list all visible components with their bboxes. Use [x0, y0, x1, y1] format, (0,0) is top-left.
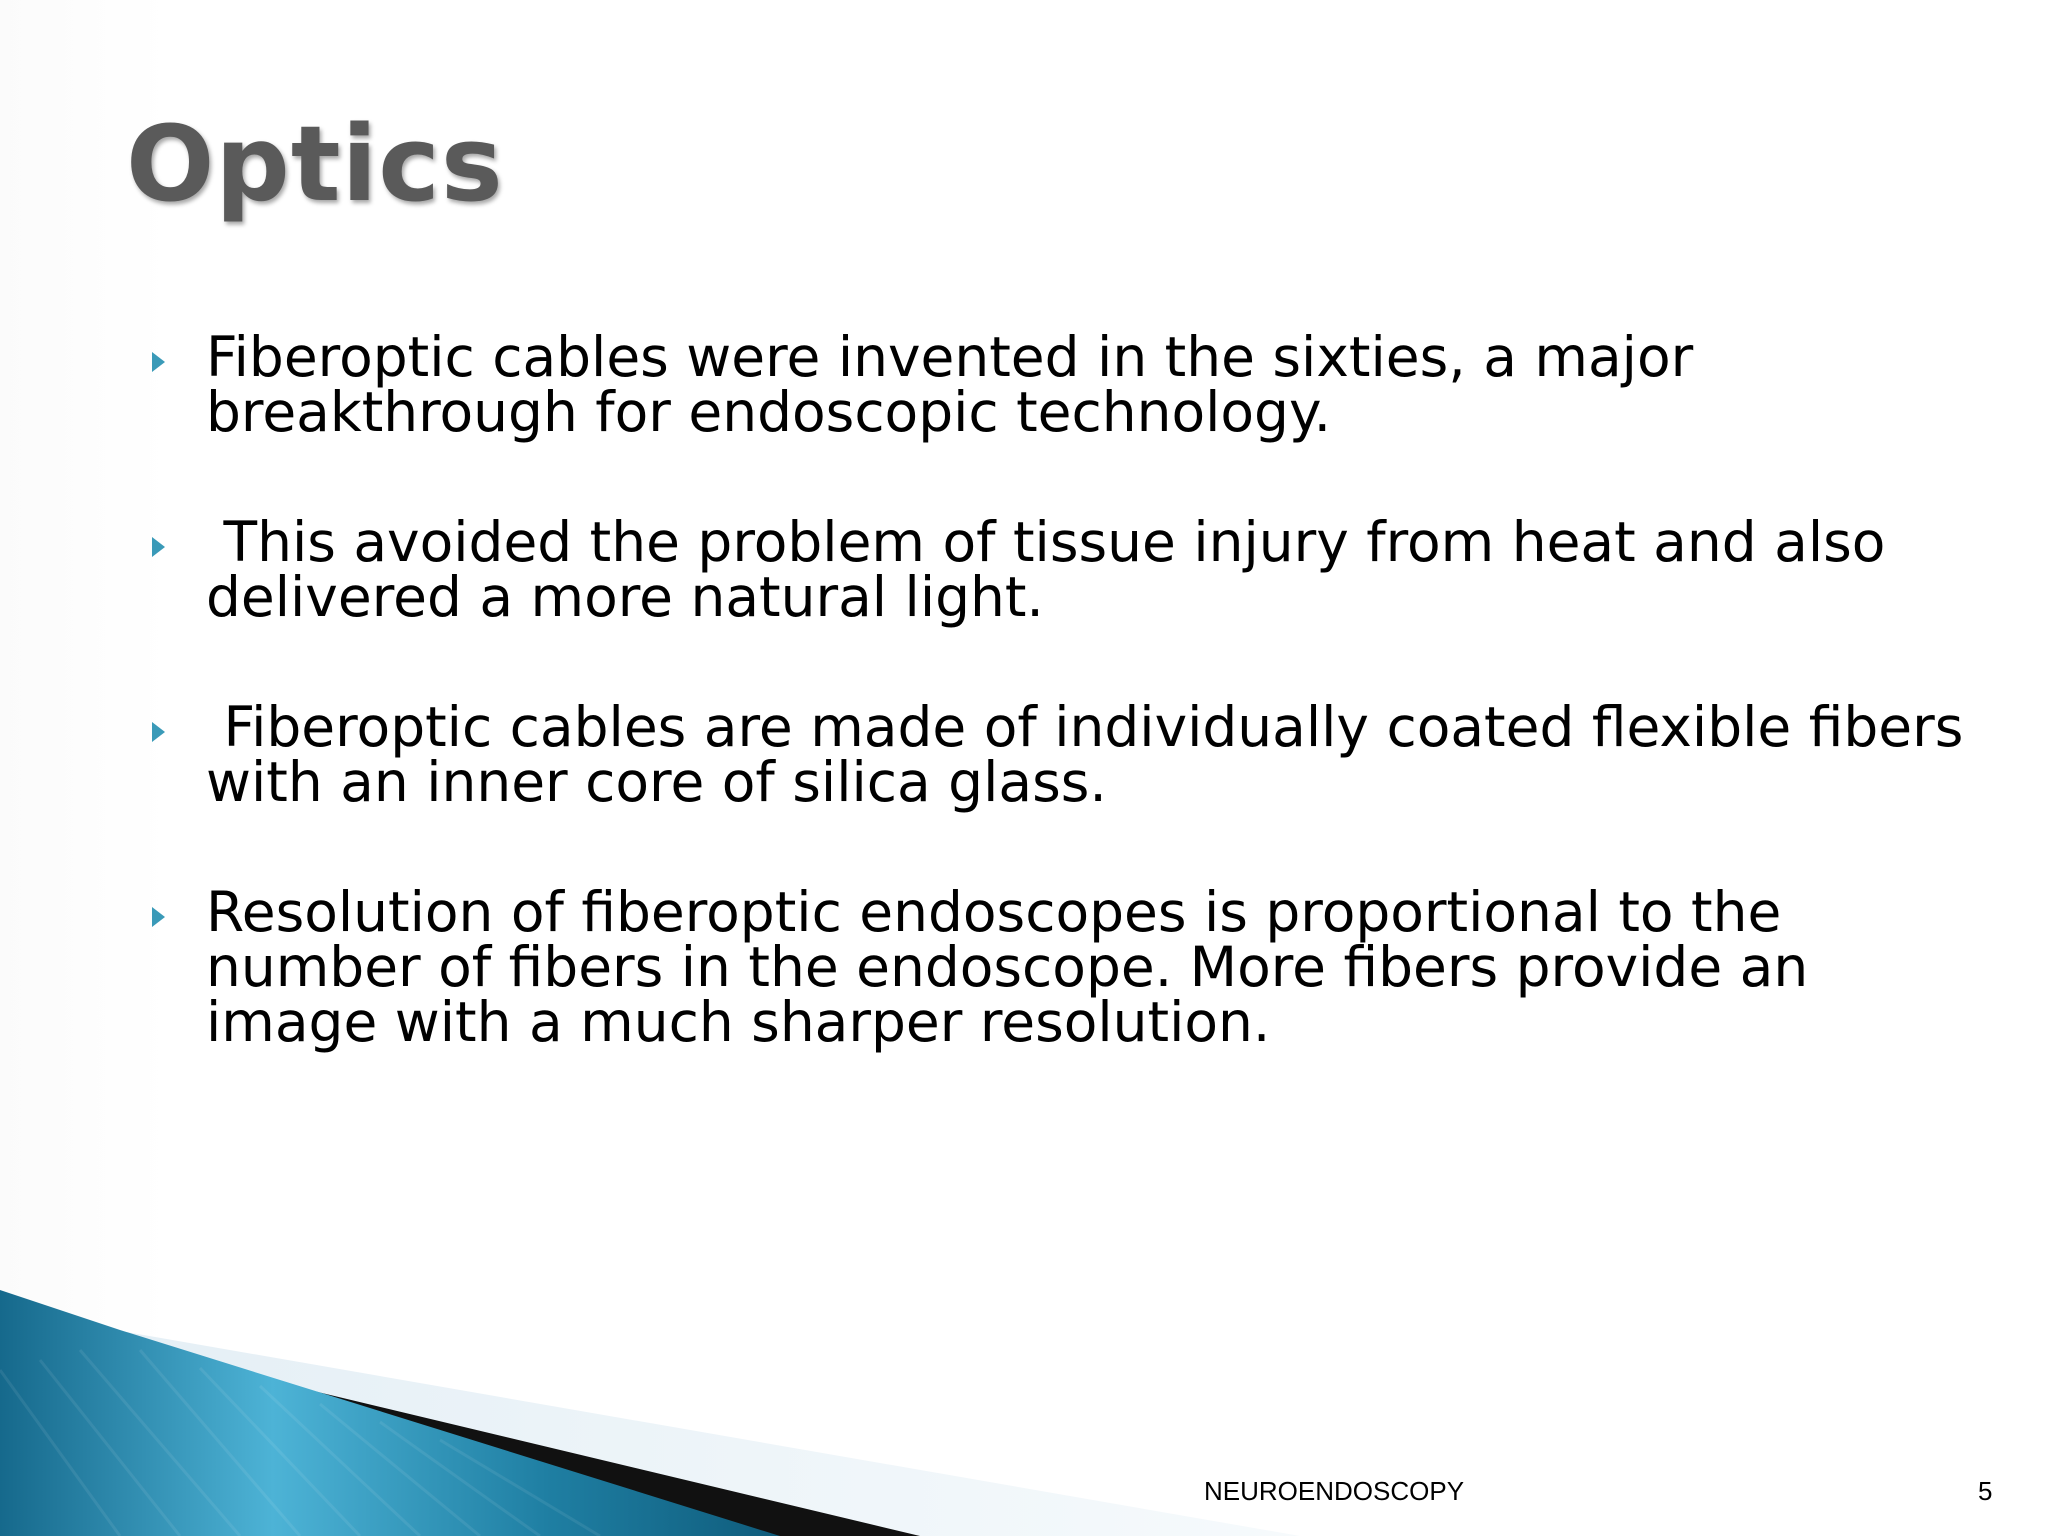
bullet-item: [138, 880, 1978, 1054]
bullet-item: [138, 695, 1981, 814]
bullet-item: [138, 510, 1978, 629]
bullet-item: [138, 325, 1978, 444]
bullet-arrow-icon: [152, 722, 165, 742]
bullet-arrow-icon: [152, 907, 165, 927]
bullet-text: Fiberoptic cables are made of individually coated flexible fibers with an inner core of silica glass.: [206, 695, 1981, 814]
bullet-arrow-icon: [152, 352, 165, 372]
bullet-text: Fiberoptic cables were invented in the sixties, a major breakthrough for endoscopic technology.: [206, 325, 1694, 444]
bullet-text: This avoided the problem of tissue injury from heat and also delivered a more natural light.: [206, 510, 1903, 629]
page-number: 5: [1978, 1476, 1993, 1506]
bullet-list: [138, 325, 1981, 1125]
bullet-arrow-icon: [152, 537, 165, 557]
footer-label: NEUROENDOSCOPY: [1204, 1476, 1465, 1506]
decorative-swoosh: [0, 1290, 1300, 1536]
slide-title: Optics: [126, 103, 504, 225]
bullet-text: Resolution of fiberoptic endoscopes is proportional to the number of fibers in the endoscope. More fibers provide an image with a much sharper resolution.: [206, 880, 1809, 1054]
